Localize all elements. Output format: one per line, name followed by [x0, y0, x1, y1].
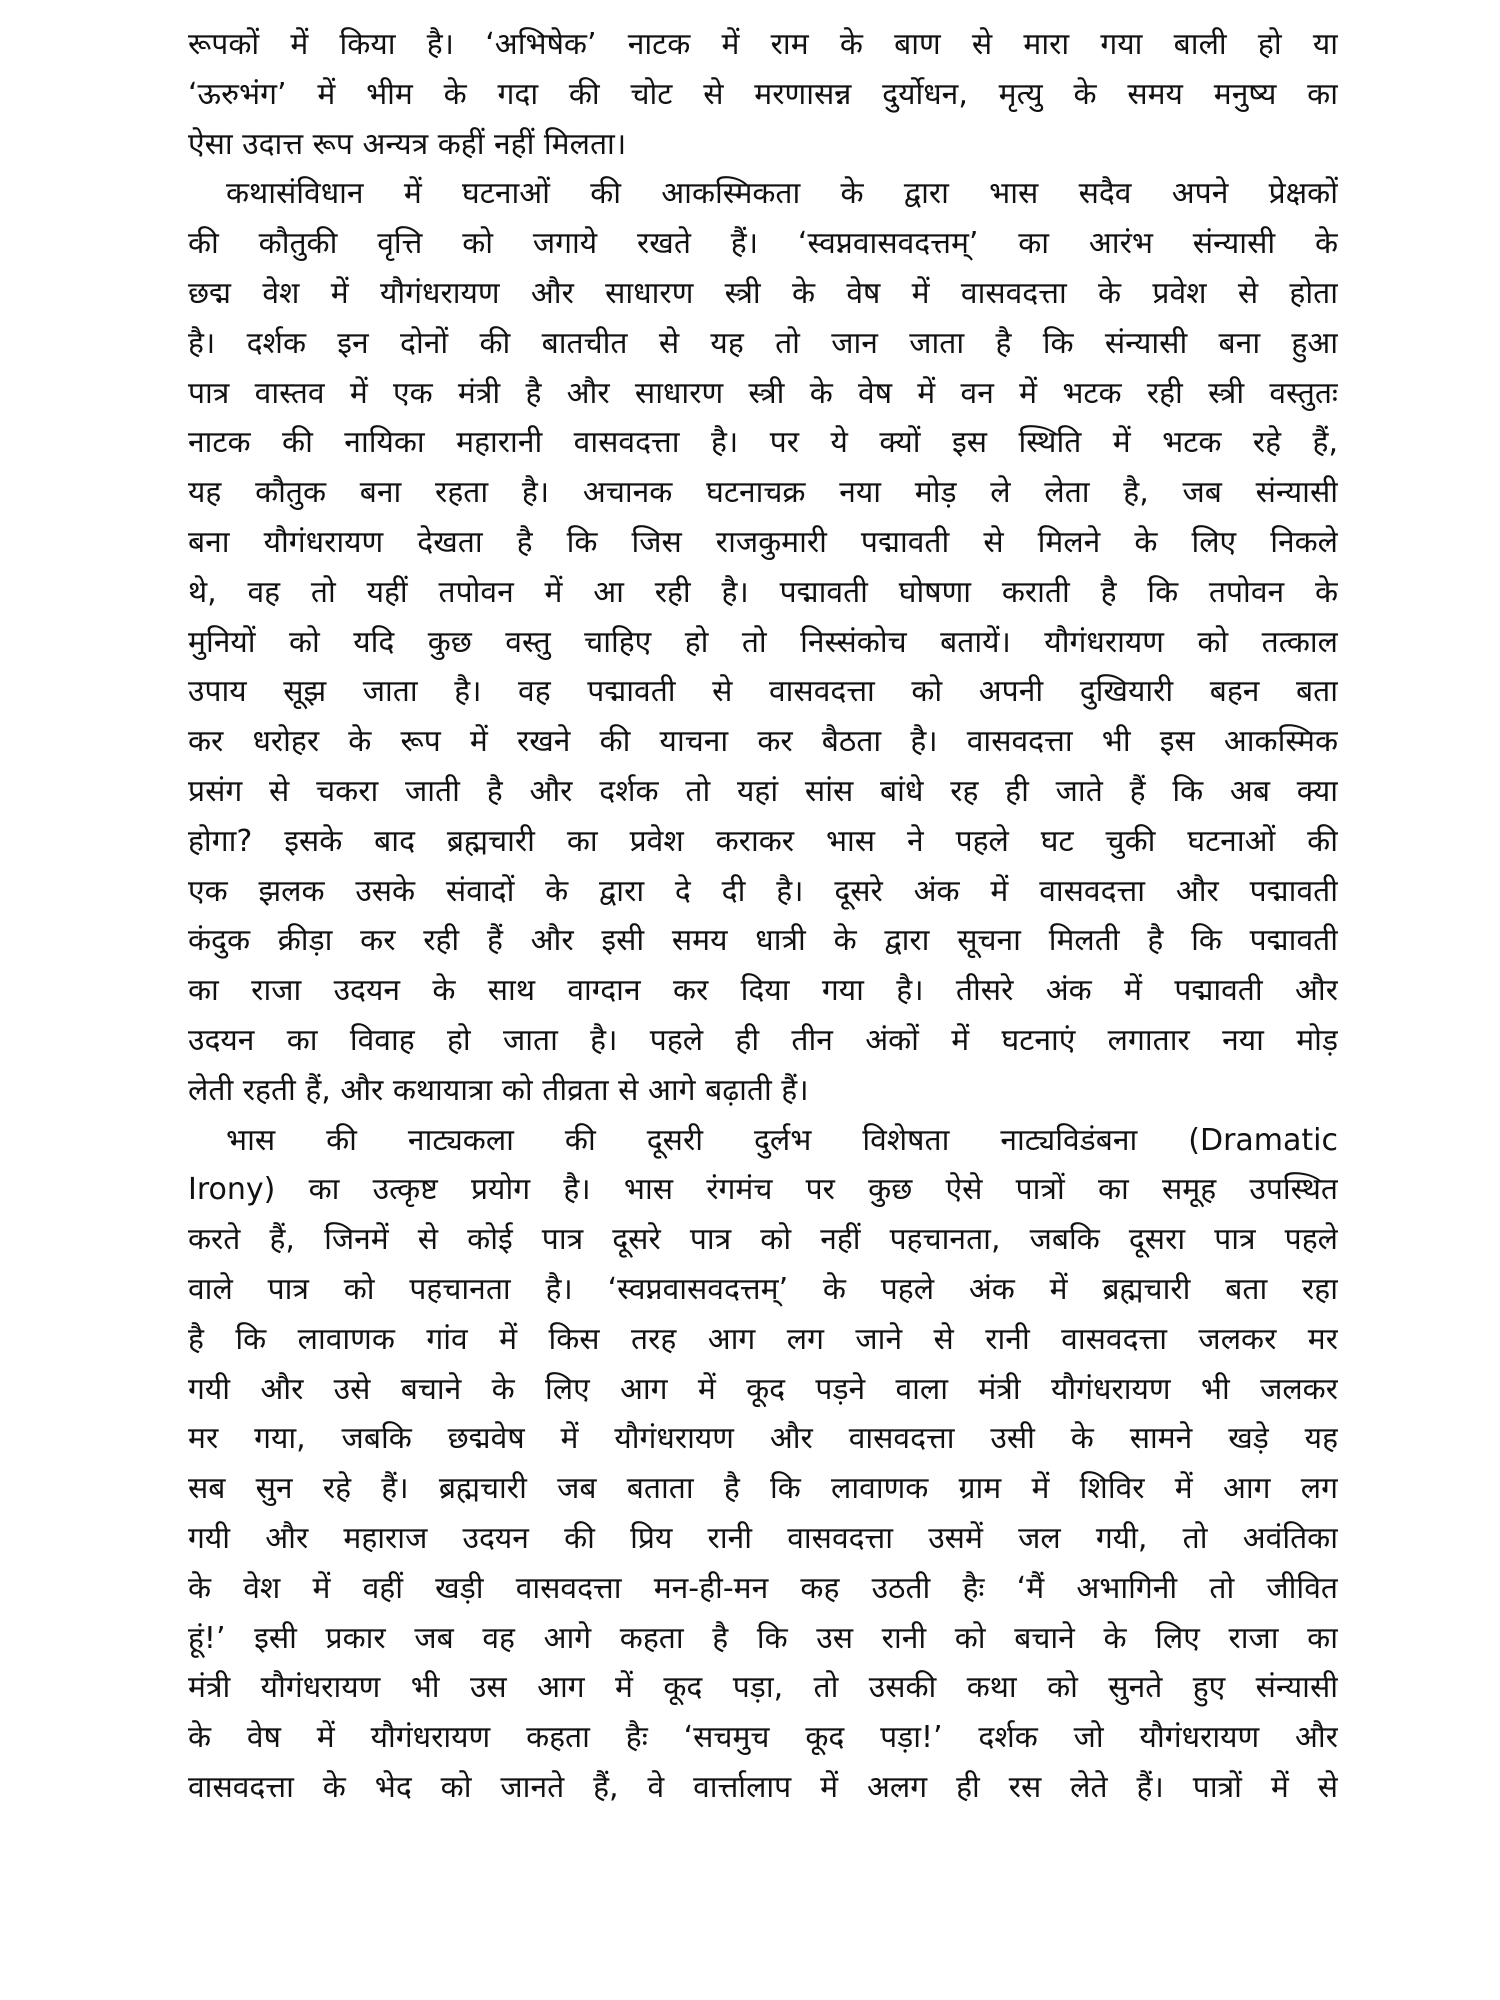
text-line: मंत्री यौगंधरायण भी उस आग में कूद पड़ा, तो उसकी कथा को सुनते हुए संन्यासी [188, 1670, 1338, 1706]
text-line: नाटक की नायिका महारानी वासवदत्ता है। पर ये क्यों इस स्थिति में भटक रहे हैं, [188, 425, 1338, 461]
text-line: कथासंविधान में घटनाओं की आकस्मिकता के द्वारा भास सदैव अपने प्रेक्षकों [226, 176, 1338, 212]
text-line: वाले पात्र को पहचानता है। ‘स्वप्नवासवदत्तम्’ के पहले अंक में ब्रह्मचारी बता रहा [188, 1271, 1338, 1307]
text-line: रूपकों में किया है। ‘अभिषेक’ नाटक में राम के बाण से मारा गया बाली हो या [188, 27, 1338, 62]
body-text [188, 20, 1338, 1813]
text-line: गयी और उसे बचाने के लिए आग में कूद पड़ने वाला मंत्री यौगंधरायण भी जलकर [188, 1371, 1338, 1407]
text-line: होगा? इसके बाद ब्रह्मचारी का प्रवेश कराकर भास ने पहले घट चुकी घटनाओं की [188, 823, 1338, 859]
text-line: है कि लावाणक गांव में किस तरह आग लग जाने से रानी वासवदत्ता जलकर मर [188, 1321, 1338, 1357]
text-line: उदयन का विवाह हो जाता है। पहले ही तीन अंकों में घटनाएं लगातार नया मोड़ [188, 1022, 1338, 1058]
text-line: करते हैं, जिनमें से कोई पात्र दूसरे पात्र को नहीं पहचानता, जबकि दूसरा पात्र पहले [188, 1222, 1338, 1258]
text-line: गयी और महाराज उदयन की प्रिय रानी वासवदत्ता उसमें जल गयी, तो अवंतिका [188, 1520, 1338, 1556]
text-line: छद्म वेश में यौगंधरायण और साधारण स्त्री के वेष में वासवदत्ता के प्रवेश से होता [188, 275, 1338, 311]
text-line: सब सुन रहे हैं। ब्रह्मचारी जब बताता है कि लावाणक ग्राम में शिविर में आग लग [188, 1471, 1338, 1507]
text-line: ऐसा उदात्त रूप अन्यत्र कहीं नहीं मिलता। [188, 126, 627, 162]
text-line: भास की नाट्यकला की दूसरी दुर्लभ विशेषता नाट्यविडंबना (Dramatic [226, 1122, 1338, 1158]
text-line: हूं!’ इसी प्रकार जब वह आगे कहता है कि उस रानी को बचाने के लिए राजा का [188, 1620, 1338, 1656]
text-line: के वेष में यौगंधरायण कहता हैः ‘सचमुच कूद पड़ा!’ दर्शक जो यौगंधरायण और [188, 1720, 1338, 1756]
text-line: वासवदत्ता के भेद को जानते हैं, वे वार्त्तालाप में अलग ही रस लेते हैं। पात्रों में से [188, 1769, 1338, 1805]
text-line: यह कौतुक बना रहता है। अचानक घटनाचक्र नया मोड़ ले लेता है, जब संन्यासी [188, 475, 1338, 511]
text-line: की कौतुकी वृत्ति को जगाये रखते हैं। ‘स्वप्नवासवदत्तम्’ का आरंभ संन्यासी के [188, 226, 1338, 262]
text-line: कंदुक क्रीड़ा कर रही हैं और इसी समय धात्री के द्वारा सूचना मिलती है कि पद्मावती [188, 923, 1338, 959]
text-line: पात्र वास्तव में एक मंत्री है और साधारण स्त्री के वेष में वन में भटक रही स्त्री वस्तुतः [188, 375, 1338, 411]
text-line: मर गया, जबकि छद्मवेष में यौगंधरायण और वासवदत्ता उसी के सामने खड़े यह [188, 1421, 1338, 1457]
text-line: कर धरोहर के रूप में रखने की याचना कर बैठता है। वासवदत्ता भी इस आकस्मिक [188, 724, 1338, 760]
text-line: बना यौगंधरायण देखता है कि जिस राजकुमारी पद्मावती से मिलने के लिए निकले [188, 524, 1338, 560]
text-line: उपाय सूझ जाता है। वह पद्मावती से वासवदत्ता को अपनी दुखियारी बहन बता [188, 674, 1338, 710]
text-line: प्रसंग से चकरा जाती है और दर्शक तो यहां सांस बांधे रह ही जाते हैं कि अब क्या [188, 773, 1338, 809]
text-line: Irony) का उत्कृष्ट प्रयोग है। भास रंगमंच पर कुछ ऐसे पात्रों का समूह उपस्थित [188, 1172, 1338, 1208]
text-line: मुनियों को यदि कुछ वस्तु चाहिए हो तो निस्संकोच बतायें। यौगंधरायण को तत्काल [188, 624, 1338, 660]
text-line: का राजा उदयन के साथ वाग्दान कर दिया गया है। तीसरे अंक में पद्मावती और [188, 973, 1338, 1009]
text-line: एक झलक उसके संवादों के द्वारा दे दी है। दूसरे अंक में वासवदत्ता और पद्मावती [188, 873, 1338, 909]
text-line: है। दर्शक इन दोनों की बातचीत से यह तो जान जाता है कि संन्यासी बना हुआ [188, 325, 1338, 361]
text-line: के वेश में वहीं खड़ी वासवदत्ता मन-ही-मन कह उठती हैः ‘मैं अभागिनी तो जीवित [188, 1570, 1338, 1606]
text-line: थे, वह तो यहीं तपोवन में आ रही है। पद्मावती घोषणा कराती है कि तपोवन के [188, 574, 1338, 610]
text-line: लेती रहती हैं, और कथायात्रा को तीव्रता से आगे बढ़ाती हैं। [188, 1072, 809, 1108]
text-line: ‘ऊरुभंग’ में भीम के गदा की चोट से मरणासन्न दुर्योधन, मृत्यु के समय मनुष्य का [188, 76, 1338, 112]
